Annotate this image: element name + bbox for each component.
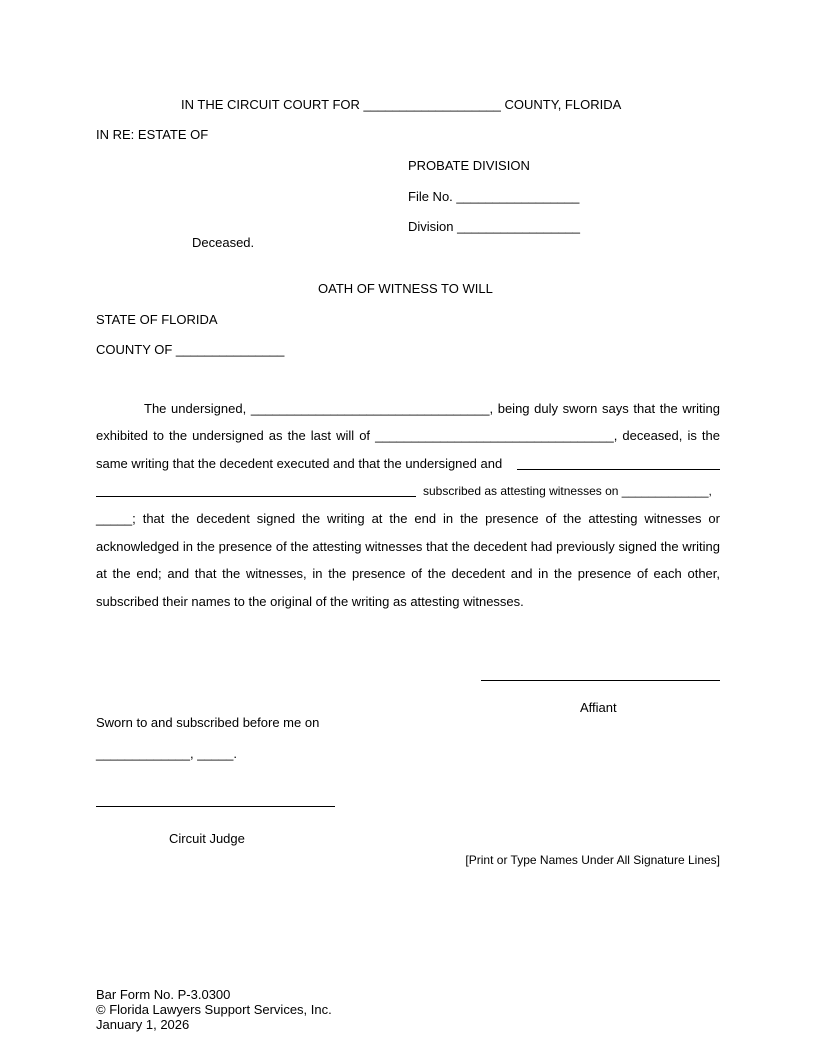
court-heading: IN THE CIRCUIT COURT FOR ___________________ COUNTY, FLORIDA xyxy=(181,97,622,112)
signature-instruction: [Print or Type Names Under All Signature Lines] xyxy=(465,853,720,867)
form-date: January 1, 2026 xyxy=(96,1017,190,1032)
body-line-5: _____; that the decedent signed the writing at the end in the presence of the attesting witnesses or xyxy=(96,511,720,526)
witness-name-line-b xyxy=(96,496,416,497)
probate-division-label: PROBATE DIVISION xyxy=(408,158,530,173)
in-re-estate-label: IN RE: ESTATE OF xyxy=(96,127,209,142)
body-line-3: same writing that the decedent executed and that the undersigned and xyxy=(96,456,503,471)
deceased-label: Deceased. xyxy=(192,235,255,250)
jurat-date-field: _____________, _____. xyxy=(96,746,237,761)
judge-signature-line xyxy=(96,806,335,807)
county-field: COUNTY OF _______________ xyxy=(96,342,285,357)
affiant-label: Affiant xyxy=(580,700,617,715)
document-title: OATH OF WITNESS TO WILL xyxy=(318,281,493,296)
body-line-8: subscribed their names to the original of the writing as attesting witnesses. xyxy=(96,594,524,609)
body-line-4: subscribed as attesting witnesses on _____________, xyxy=(423,484,712,498)
body-line-2: exhibited to the undersigned as the last will of _________________________________, deceased, is the xyxy=(96,428,720,443)
form-number: Bar Form No. P-3.0300 xyxy=(96,987,231,1002)
sworn-statement: Sworn to and subscribed before me on xyxy=(96,715,320,730)
body-line-7: at the end; and that the witnesses, in the presence of the decedent and in the presence of each other, xyxy=(96,566,720,581)
division-field: Division _________________ xyxy=(408,219,581,234)
circuit-judge-label: Circuit Judge xyxy=(169,831,245,846)
affiant-signature-line xyxy=(481,680,720,681)
state-label: STATE OF FLORIDA xyxy=(96,312,218,327)
body-line-6: acknowledged in the presence of the attesting witnesses that the decedent had previously signed the writing xyxy=(96,539,720,554)
file-number-field: File No. _________________ xyxy=(408,189,580,204)
copyright-notice: © Florida Lawyers Support Services, Inc. xyxy=(96,1002,332,1017)
witness-name-line-a xyxy=(517,469,720,470)
body-line-1: The undersigned, _________________________________, being duly sworn says that the writing xyxy=(144,401,720,416)
